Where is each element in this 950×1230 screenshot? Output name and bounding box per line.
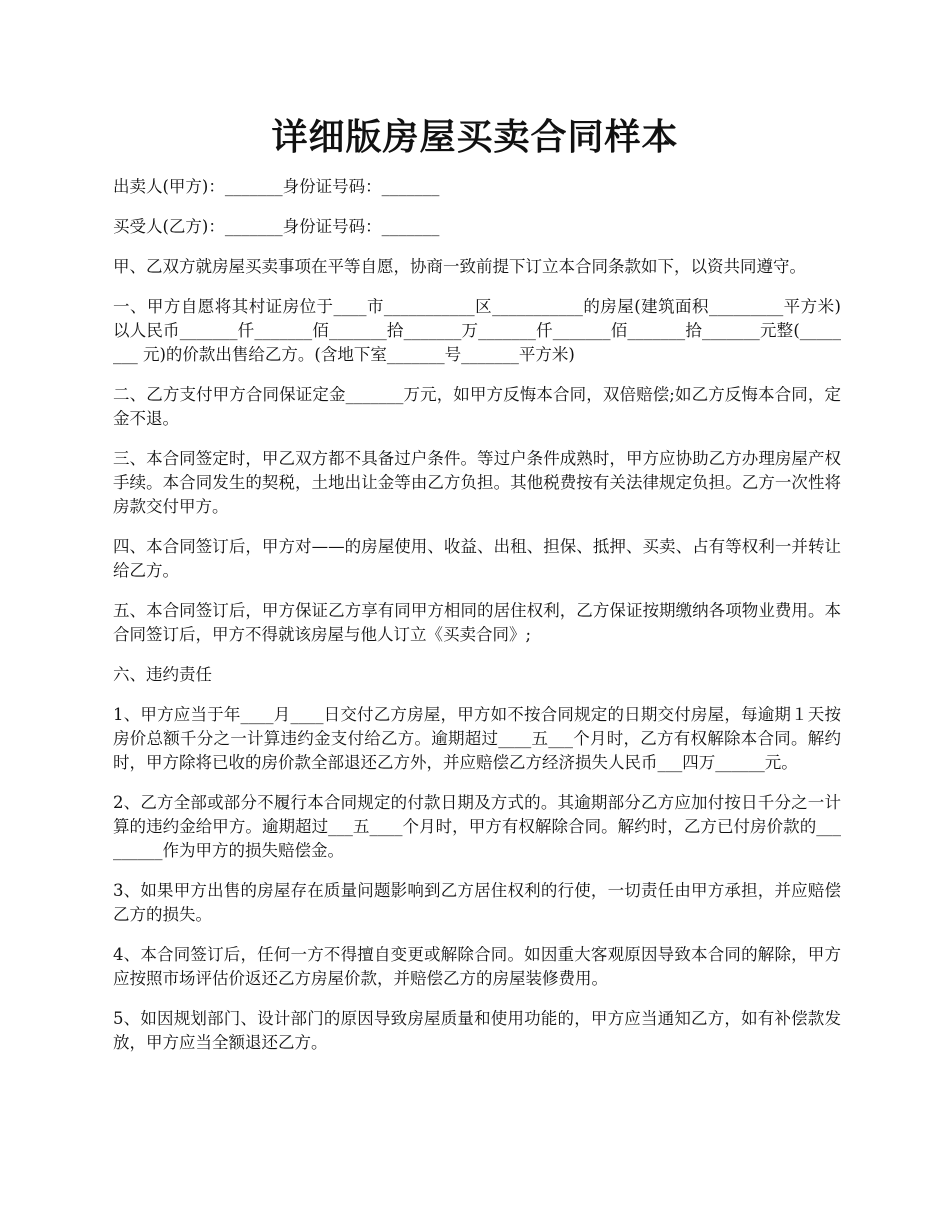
liability-item-2: 2、乙方全部或部分不履行本合同规定的付款日期及方式的。其逾期部分乙方应加付按日千分之一计算的违约金给甲方。逾期超过___五____个月时，甲方有权解除合同。解约时，乙方已付房价款的_________作为甲方的损失赔偿金。	[113, 793, 841, 860]
seller-line: 出卖人(甲方)：_______身份证号码：_______	[113, 177, 440, 196]
liability-item-5: 5、如因规划部门、设计部门的原因导致房屋质量和使用功能的，甲方应当通知乙方，如有补偿款发放，甲方应当全额退还乙方。	[113, 1009, 841, 1052]
clause-5-paragraph: 五、本合同签订后，甲方保证乙方享有同甲方相同的居住权利，乙方保证按期缴纳各项物业费用。本合同签订后，甲方不得就该房屋与他人订立《买卖合同》;	[113, 601, 841, 644]
liability-item-4: 4、本合同签订后，任何一方不得擅自变更或解除合同。如因重大客观原因导致本合同的解除，甲方应按照市场评估价返还乙方房屋价款，并赔偿乙方的房屋装修费用。	[113, 945, 841, 988]
clause-6-heading: 六、违约责任	[113, 665, 212, 684]
liability-item-3: 3、如果甲方出售的房屋存在质量问题影响到乙方居住权利的行使，一切责任由甲方承担，并应赔偿乙方的损失。	[113, 881, 841, 924]
clause-1-paragraph: 一、甲方自愿将其村证房位于____市___________区___________的房屋(建筑面积_________平方米)以人民币_______仟_______佰_______拾_______万_______仟_______佰_______拾_______元整(________ 元)的价款出售给乙方。(含地下室_______号_______平方米)	[113, 297, 841, 364]
liability-item-1: 1、甲方应当于年____月____日交付乙方房屋，甲方如不按合同规定的日期交付房屋，每逾期１天按房价总额千分之一计算违约金支付给乙方。逾期超过____五___个月时，乙方有权解除本合同。解约时，甲方除将已收的房价款全部退还乙方外，并应赔偿乙方经济损失人民币___四万______元。	[113, 705, 841, 772]
clause-2-paragraph: 二、乙方支付甲方合同保证定金_______万元，如甲方反悔本合同，双倍赔偿;如乙方反悔本合同，定金不退。	[113, 385, 841, 428]
buyer-line: 买受人(乙方)：_______身份证号码：_______	[113, 217, 440, 236]
clause-3-paragraph: 三、本合同签定时，甲乙双方都不具备过户条件。等过户条件成熟时，甲方应协助乙方办理房屋产权手续。本合同发生的契税，土地出让金等由乙方负担。其他税费按有关法律规定负担。乙方一次性将房款交付甲方。	[113, 449, 841, 516]
clause-4-paragraph: 四、本合同签订后，甲方对——的房屋使用、收益、出租、担保、抵押、买卖、占有等权利一并转让给乙方。	[113, 537, 841, 580]
document-body	[113, 175, 841, 1071]
document-title: 详细版房屋买卖合同样本	[271, 116, 679, 158]
preamble-paragraph: 甲、乙双方就房屋买卖事项在平等自愿，协商一致前提下订立本合同条款如下，以资共同遵守。	[113, 257, 806, 276]
